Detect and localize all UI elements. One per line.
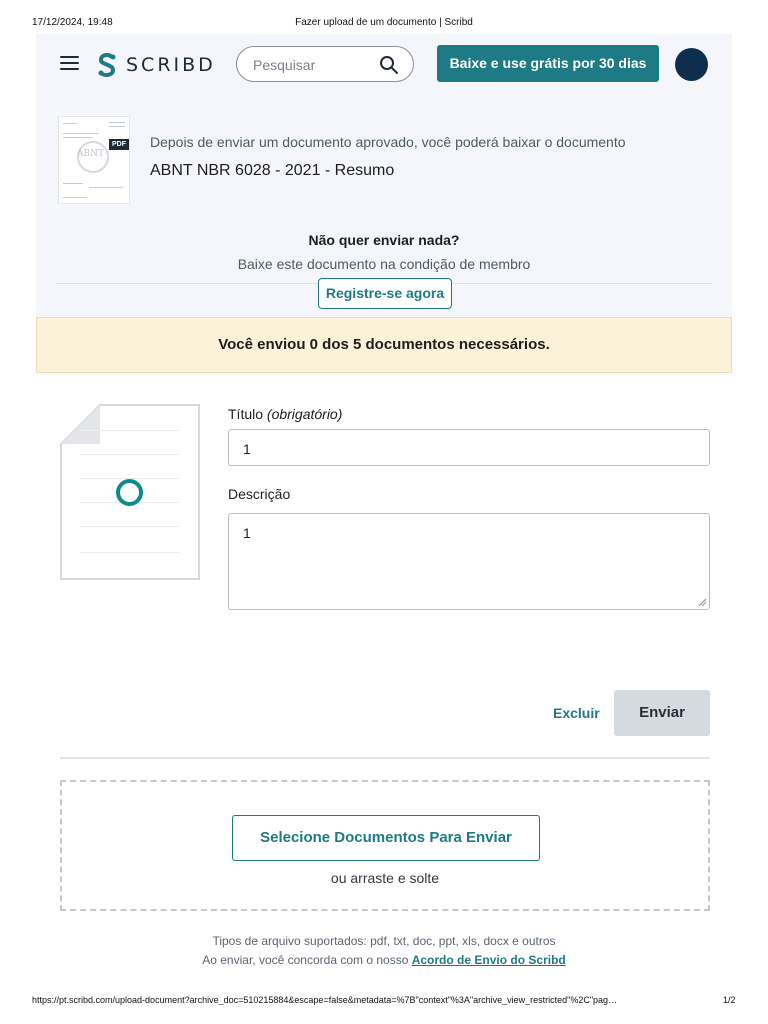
document-info (36, 96, 732, 222)
print-url: https://pt.scribd.com/upload-document?archive_doc=510215884&escape=false&metadata=%7B"context"%3A"archive_view_restricted"%2C"pag… (32, 995, 618, 1005)
title-input[interactable]: 1 (228, 429, 710, 466)
free-trial-button[interactable]: Baixe e use grátis por 30 dias (437, 45, 659, 82)
title-label: Título (obrigatório) (228, 406, 343, 422)
member-question: Não quer enviar nada? (308, 232, 460, 248)
search-input[interactable] (236, 46, 414, 82)
thumbnail-logo: ABNT (77, 149, 104, 159)
divider (60, 757, 710, 759)
print-header (0, 0, 768, 34)
document-title[interactable]: ABNT NBR 6028 - 2021 - Resumo (150, 162, 395, 179)
select-documents-button[interactable]: Selecione Documentos Para Enviar (232, 815, 540, 861)
drag-drop-hint: ou arraste e solte (330, 870, 440, 886)
scribd-logo[interactable] (96, 51, 216, 79)
avatar[interactable] (675, 48, 708, 81)
description-value: 1 (243, 525, 251, 541)
agreement-text: Ao enviar, você concorda com o nosso Acordo de Envio do Scribd (202, 953, 566, 967)
delete-button[interactable]: Excluir (553, 705, 600, 721)
navbar (36, 34, 732, 96)
hamburger-menu-icon[interactable] (60, 56, 79, 71)
search-icon[interactable] (379, 55, 399, 75)
member-section (36, 232, 732, 301)
print-page-title: Fazer upload de um documento | Scribd (295, 17, 473, 28)
pdf-badge: PDF (109, 139, 129, 150)
scribd-logo-icon (96, 52, 118, 78)
print-datetime: 17/12/2024, 19:48 (32, 17, 113, 28)
upload-progress-banner: Você enviou 0 dos 5 documentos necessários. (36, 317, 732, 373)
description-label: Descrição (228, 486, 291, 502)
print-page-number: 1/2 (723, 995, 736, 1005)
submit-button[interactable]: Enviar (614, 690, 710, 736)
supported-types-text: Tipos de arquivo suportados: pdf, txt, doc, ppt, xls, docx e outros (212, 934, 556, 948)
resize-grip-icon[interactable] (698, 598, 707, 607)
download-notice: Depois de enviar um documento aprovado, você poderá baixar o documento (150, 134, 626, 150)
logo-text: SCRIBD (126, 54, 216, 76)
search-placeholder: Pesquisar (253, 57, 316, 73)
description-textarea[interactable] (228, 513, 710, 610)
agreement-link[interactable]: Acordo de Envio do Scribd (411, 953, 566, 967)
file-dropzone[interactable] (60, 780, 710, 911)
document-thumbnail (58, 116, 130, 204)
loading-spinner-icon (116, 479, 143, 506)
member-subtitle: Baixe este documento na condição de membro (237, 256, 531, 272)
required-hint: (obrigatório) (266, 406, 343, 422)
top-area (36, 34, 732, 318)
upload-preview (60, 404, 200, 580)
register-button[interactable]: Registre-se agora (318, 278, 452, 309)
